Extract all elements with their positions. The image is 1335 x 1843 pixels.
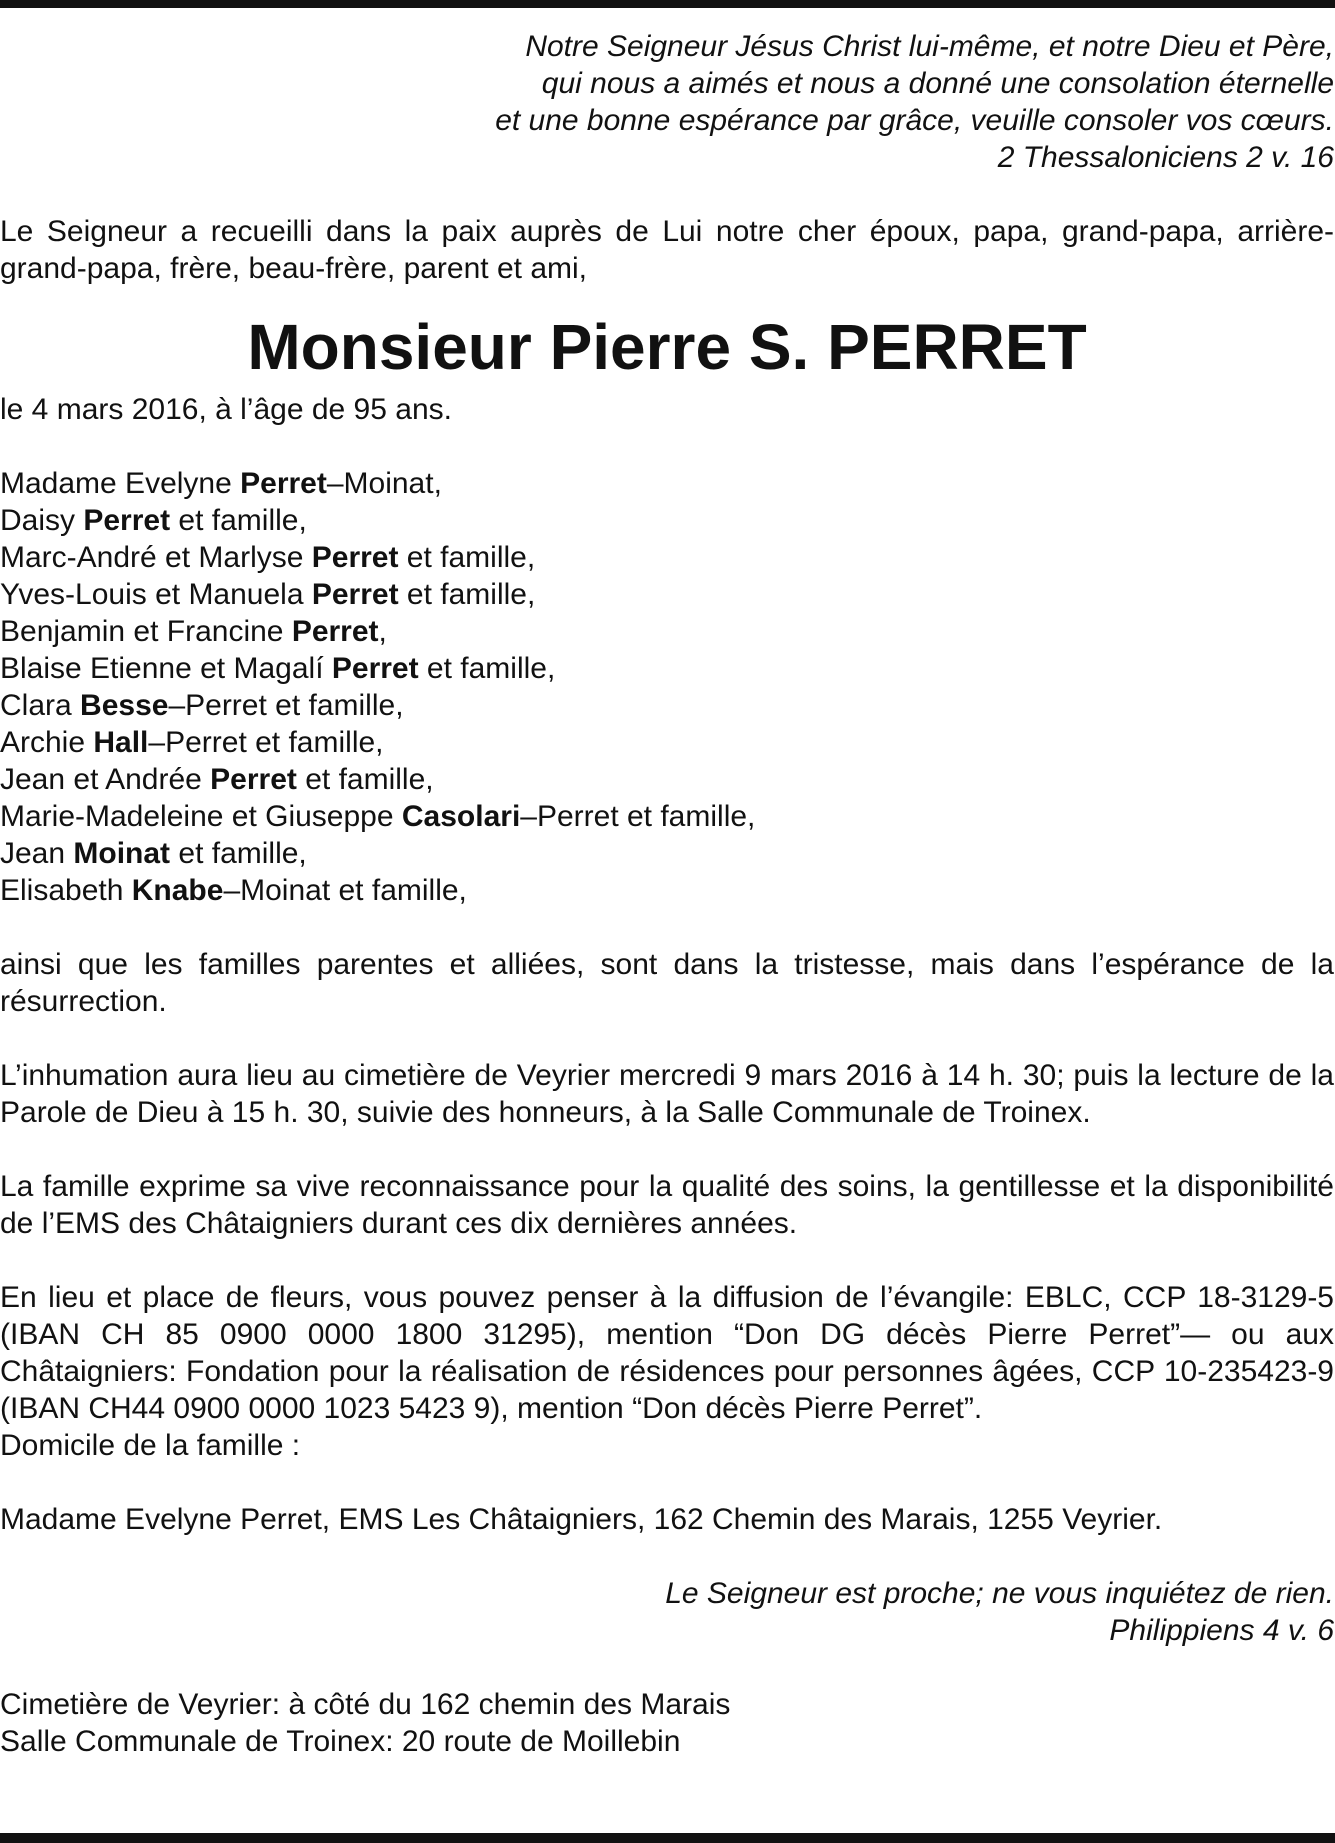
family-member: Clara Besse–Perret et famille, bbox=[0, 689, 404, 722]
verse-top-reference: 2 Thessaloniciens 2 v. 16 bbox=[997, 141, 1334, 174]
verse-top-line: et une bonne espérance par grâce, veuille consoler vos cœurs. bbox=[495, 104, 1334, 137]
locations bbox=[0, 1686, 1334, 1760]
thanks-paragraph: La famille exprime sa vive reconnaissance pour la qualité des soins, la gentillesse et la disponibilité de l’EMS des Châtaigniers durant ces dix dernières années. bbox=[0, 1170, 1334, 1240]
family-member: Jean Moinat et famille, bbox=[0, 837, 307, 870]
family-list bbox=[0, 465, 1334, 909]
family-member: Madame Evelyne Perret–Moinat, bbox=[0, 467, 442, 500]
verse-top-line: qui nous a aimés et nous a donné une consolation éternelle bbox=[541, 67, 1334, 100]
family-member: Daisy Perret et famille, bbox=[0, 504, 307, 537]
obituary-notice bbox=[0, 28, 1334, 1760]
family-member: Elisabeth Knabe–Moinat et famille, bbox=[0, 874, 467, 907]
verse-bottom-line: Le Seigneur est proche; ne vous inquiétez de rien. bbox=[665, 1577, 1334, 1610]
family-member: Archie Hall–Perret et famille, bbox=[0, 726, 384, 759]
donations-paragraph: En lieu et place de fleurs, vous pouvez penser à la diffusion de l’évangile: EBLC, CCP 18-3129-5 (IBAN CH 85 0900 0000 1800 31295), mention “Don DG décès Pierre Perret”— ou aux Châtaigniers: Fondation pour la réalisation de résidences pour personnes âgées, CCP 10-235423-9 (IBAN CH44 0900 0000 1023 5423 9), mention “Don décès Pierre Perret”. bbox=[0, 1281, 1334, 1425]
deceased-name: Monsieur Pierre S. PERRET bbox=[247, 311, 1087, 383]
burial-paragraph: L’inhumation aura lieu au cimetière de Veyrier mercredi 9 mars 2016 à 14 h. 30; puis la lecture de la Parole de Dieu à 15 h. 30, suivie des honneurs, à la Salle Communale de Troinex. bbox=[0, 1059, 1334, 1129]
family-member: Marc-André et Marlyse Perret et famille, bbox=[0, 541, 536, 574]
location-cemetery: Cimetière de Veyrier: à côté du 162 chemin des Marais bbox=[0, 1688, 731, 1721]
top-rule bbox=[0, 0, 1335, 8]
domicile-label: Domicile de la famille : bbox=[0, 1429, 301, 1462]
family-member: Benjamin et Francine Perret, bbox=[0, 615, 387, 648]
family-address: Madame Evelyne Perret, EMS Les Châtaigniers, 162 Chemin des Marais, 1255 Veyrier. bbox=[0, 1503, 1163, 1536]
family-member: Jean et Andrée Perret et famille, bbox=[0, 763, 434, 796]
family-member: Marie-Madeleine et Giuseppe Casolari–Perret et famille, bbox=[0, 800, 756, 833]
verse-bottom-reference: Philippiens 4 v. 6 bbox=[1109, 1614, 1334, 1647]
family-member: Yves-Louis et Manuela Perret et famille, bbox=[0, 578, 536, 611]
verse-top bbox=[0, 28, 1334, 176]
family-member: Blaise Etienne et Magalí Perret et famille, bbox=[0, 652, 556, 685]
verse-bottom bbox=[0, 1575, 1334, 1649]
bottom-rule bbox=[0, 1833, 1335, 1843]
location-hall: Salle Communale de Troinex: 20 route de Moillebin bbox=[0, 1725, 681, 1758]
families-paragraph: ainsi que les familles parentes et alliées, sont dans la tristesse, mais dans l’espérance de la résurrection. bbox=[0, 948, 1334, 1018]
intro-paragraph: Le Seigneur a recueilli dans la paix auprès de Lui notre cher époux, papa, grand-papa, arrière-grand-papa, frère, beau-frère, parent et ami, bbox=[0, 215, 1334, 285]
date-line: le 4 mars 2016, à l’âge de 95 ans. bbox=[0, 393, 452, 426]
verse-top-line: Notre Seigneur Jésus Christ lui-même, et notre Dieu et Père, bbox=[525, 30, 1334, 63]
